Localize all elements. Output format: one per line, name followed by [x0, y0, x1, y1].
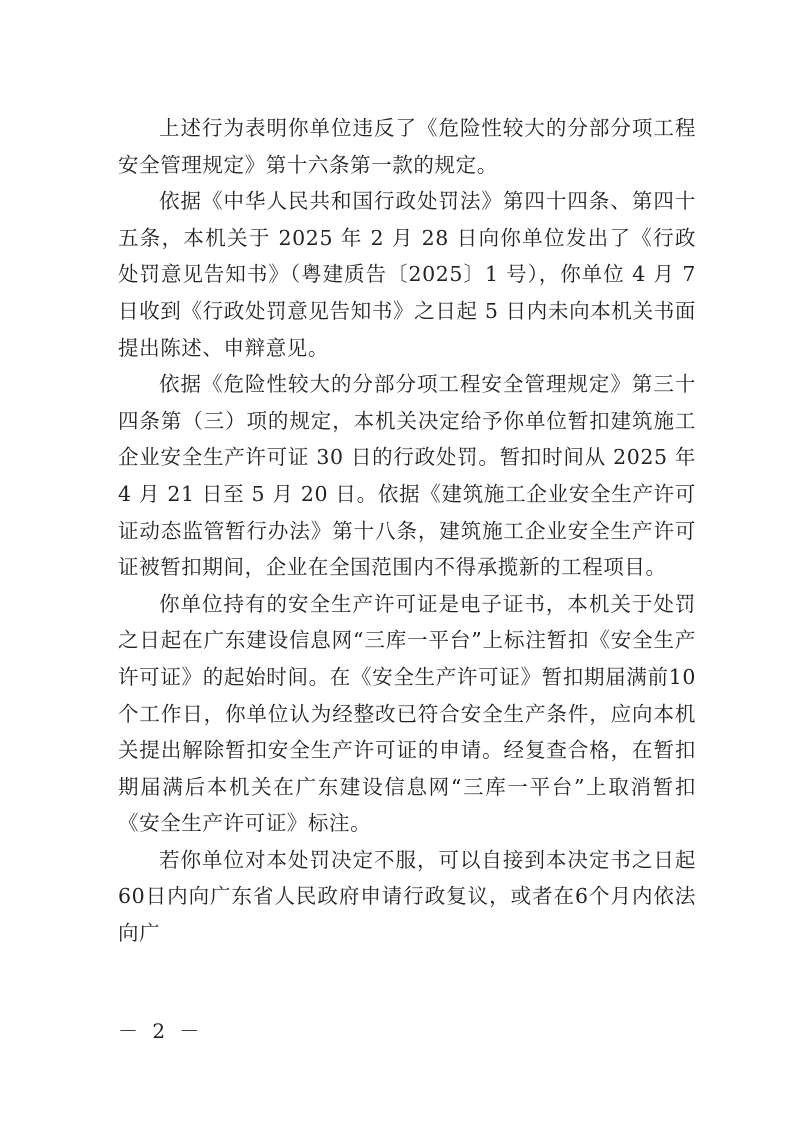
paragraph-penalty: 依据《危险性较大的分部分项工程安全管理规定》第三十四条第（三）项的规定，本机关决定给予你单位暂扣建筑施工企业安全生产许可证 30 日的行政处罚。暂扣时间从 2025 年 4 月 21 日至 5 月 20 日。依据《建筑施工企业安全生产许可证动态监管暂行办法》第十八条，建筑施工企业安全生产许可证被暂扣期间，企业在全国范围内不得承揽新的工程项目。 [118, 372, 696, 580]
paragraph-violation: 上述行为表明你单位违反了《危险性较大的分部分项工程安全管理规定》第十六条第一款的规定。 [118, 116, 696, 177]
paragraph-notice: 依据《中华人民共和国行政处罚法》第四十四条、第四十五条，本机关于 2025 年 2 月 28 日向你单位发出了《行政处罚意见告知书》（粤建质告〔2025〕1 号），你单位 4 月 7 日收到《行政处罚意见告知书》之日起 5 日内未向本机关书面提出陈述、申辩意见。 [118, 189, 696, 360]
document-body [118, 110, 696, 952]
paragraph-certificate: 你单位持有的安全生产许可证是电子证书，本机关于处罚之日起在广东建设信息网“三库一平台”上标注暂扣《安全生产许可证》的起始时间。在《安全生产许可证》暂扣期届满前10个工作日，你单位认为经整改已符合安全生产条件，应向本机关提出解除暂扣安全生产许可证的申请。经复查合格，在暂扣期届满后本机关在广东建设信息网“三库一平台”上取消暂扣《安全生产许可证》标注。 [118, 591, 696, 836]
page-number: － 2 － [118, 1019, 204, 1043]
paragraph-appeal: 若你单位对本处罚决定不服，可以自接到本决定书之日起60日内向广东省人民政府申请行政复议，或者在6个月内依法向广 [118, 847, 696, 946]
